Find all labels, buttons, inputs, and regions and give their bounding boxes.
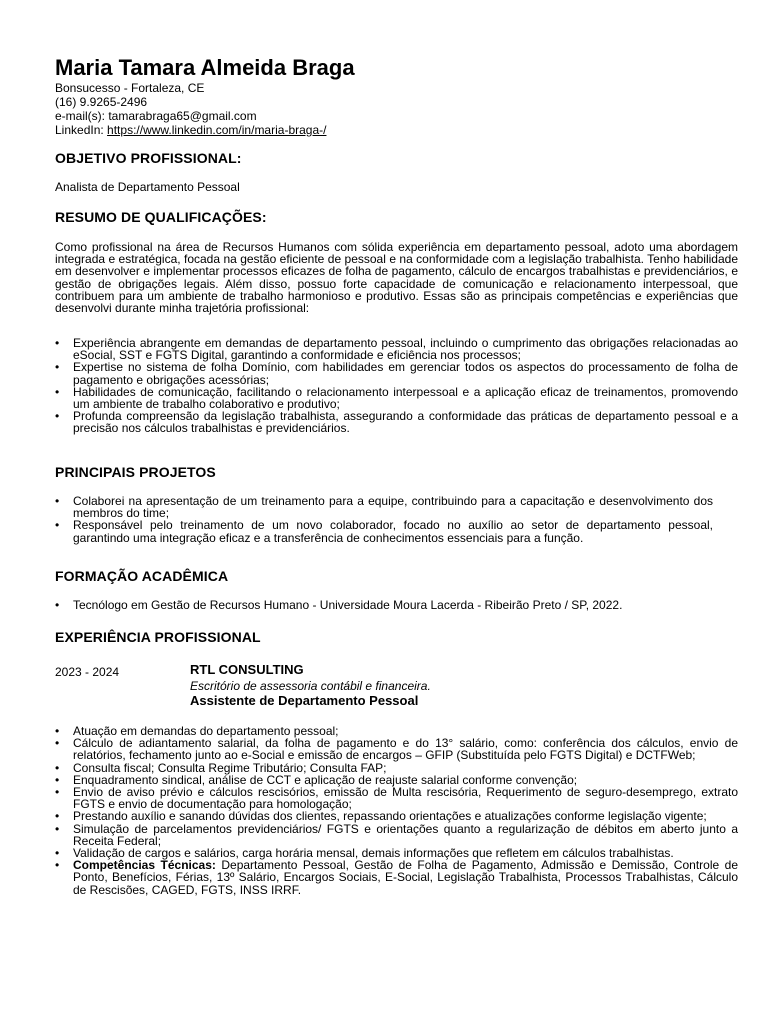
list-item: • Expertise no sistema de folha Domínio, com habilidades em gerenciar todos os aspectos do processamento de folha de pagamento e obrigações acessórias; [73,361,738,385]
projects-heading: PRINCIPAIS PROJETOS [55,464,216,480]
skills-label: Competências Técnicas: [73,858,216,873]
list-item: • Validação de cargos e salários, carga horária mensal, demais informações que refletem em cálculos trabalhistas. [73,847,738,859]
objective-heading: OBJETIVO PROFISSIONAL: [55,150,242,166]
skills-text: Departamento Pessoal, Gestão de Folha de Pagamento, Admissão e Demissão, Controle de Ponto, Benefícios, Férias, 13º Salário, Encargos Sociais, E-Social, Legislação Trabalhista, Processos Trabalhistas, Cálculo de Rescisões, CAGED, FGTS, INSS IRRF. [73,858,738,897]
job-period: 2023 - 2024 [55,665,120,679]
projects-list [73,495,713,544]
company-name: RTL CONSULTING [190,662,304,677]
contact-block [55,81,326,137]
list-item: • Consulta fiscal; Consulta Regime Tributário; Consulta FAP; [73,762,738,774]
candidate-name: Maria Tamara Almeida Braga [55,55,355,80]
list-item: • Simulação de parcelamentos previdenciários/ FGTS e orientações quanto a regularização de débitos em aberto junto a Receita Federal; [73,823,738,847]
list-item: • Colaborei na apresentação de um treinamento para a equipe, contribuindo para a capacitação e desenvolvimento dos membros do time; [73,495,713,519]
list-item: • Atuação em demandas do departamento pessoal; [73,725,738,737]
phone: (16) 9.9265-2496 [55,95,148,109]
experience-heading: EXPERIÊNCIA PROFISSIONAL [55,629,261,645]
summary-list [73,337,738,435]
linkedin-link[interactable]: https://www.linkedin.com/in/maria-braga-/ [107,123,327,137]
company-description: Escritório de assessoria contábil e financeira. [190,679,431,693]
list-item: • Envio de aviso prévio e cálculos rescisórios, emissão de Multa rescisória, Requerimento de seguro-desemprego, extrato FGTS e envio de documentação para homologação; [73,786,738,810]
email: e-mail(s): tamarabraga65@gmail.com [55,109,257,123]
objective-text: Analista de Departamento Pessoal [55,180,240,194]
summary-text: Como profissional na área de Recursos Humanos com sólida experiência em departamento pessoal, adoto uma abordagem integrada e estratégica, focada na gestão eficiente de pessoal e na conformidade com a legislação trabalhista. Tenho habilidade em desenvolver e implementar processos eficazes de folha de pagamento, cálculo de encargos trabalhistas e previdenciários, e gestão de obrigações legais. Além disso, possuo forte capacidade de comunicação e relacionamento interpessoal, que contribuem para um ambiente de trabalho harmonioso e produtivo. Essas são as principais competências e experiências que desenvolvi durante minha trajetória profissional: [55,240,738,316]
list-item: • Prestando auxílio e sanando dúvidas dos clientes, repassando orientações e atualizações conforme legislação vigente; [73,810,738,822]
list-item: • Experiência abrangente em demandas de departamento pessoal, incluindo o cumprimento das obrigações relacionadas ao eSocial, SST e FGTS Digital, garantindo a conformidade e eficiência nos processos; [73,337,738,361]
list-item: • Tecnólogo em Gestão de Recursos Humano - Universidade Moura Lacerda - Ribeirão Preto / SP, 2022. [73,599,713,611]
linkedin-line [55,123,326,137]
summary-heading: RESUMO DE QUALIFICAÇÕES: [55,209,267,225]
job-role: Assistente de Departamento Pessoal [190,693,419,708]
experience-list [73,725,738,896]
education-list [73,599,713,611]
list-item: • Habilidades de comunicação, facilitando o relacionamento interpessoal e a aplicação eficaz de treinamentos, promovendo um ambiente de trabalho colaborativo e produtivo; [73,386,738,410]
linkedin-label: LinkedIn: [55,123,108,137]
list-item: • Profunda compreensão da legislação trabalhista, assegurando a conformidade das práticas de departamento pessoal e a precisão nos cálculos trabalhistas e previdenciários. [73,410,738,434]
list-item: • Cálculo de adiantamento salarial, da folha de pagamento e do 13° salário, como: conferência dos cálculos, envio de relatórios, fechamento junto ao e-Social e emissão de encargos – GFIP (Substituída pelo FGTS Digital) e DCTFWeb; [73,737,738,761]
list-item: • Responsável pelo treinamento de um novo colaborador, focado no auxílio ao setor de departamento pessoal, garantindo uma integração eficaz e a transferência de conhecimentos essenciais para a função. [73,519,713,543]
address: Bonsucesso - Fortaleza, CE [55,81,205,95]
education-heading: FORMAÇÃO ACADÊMICA [55,568,229,584]
list-item: • Enquadramento sindical, análise de CCT e aplicação de reajuste salarial conforme convenção; [73,774,738,786]
skills-item [73,859,738,896]
